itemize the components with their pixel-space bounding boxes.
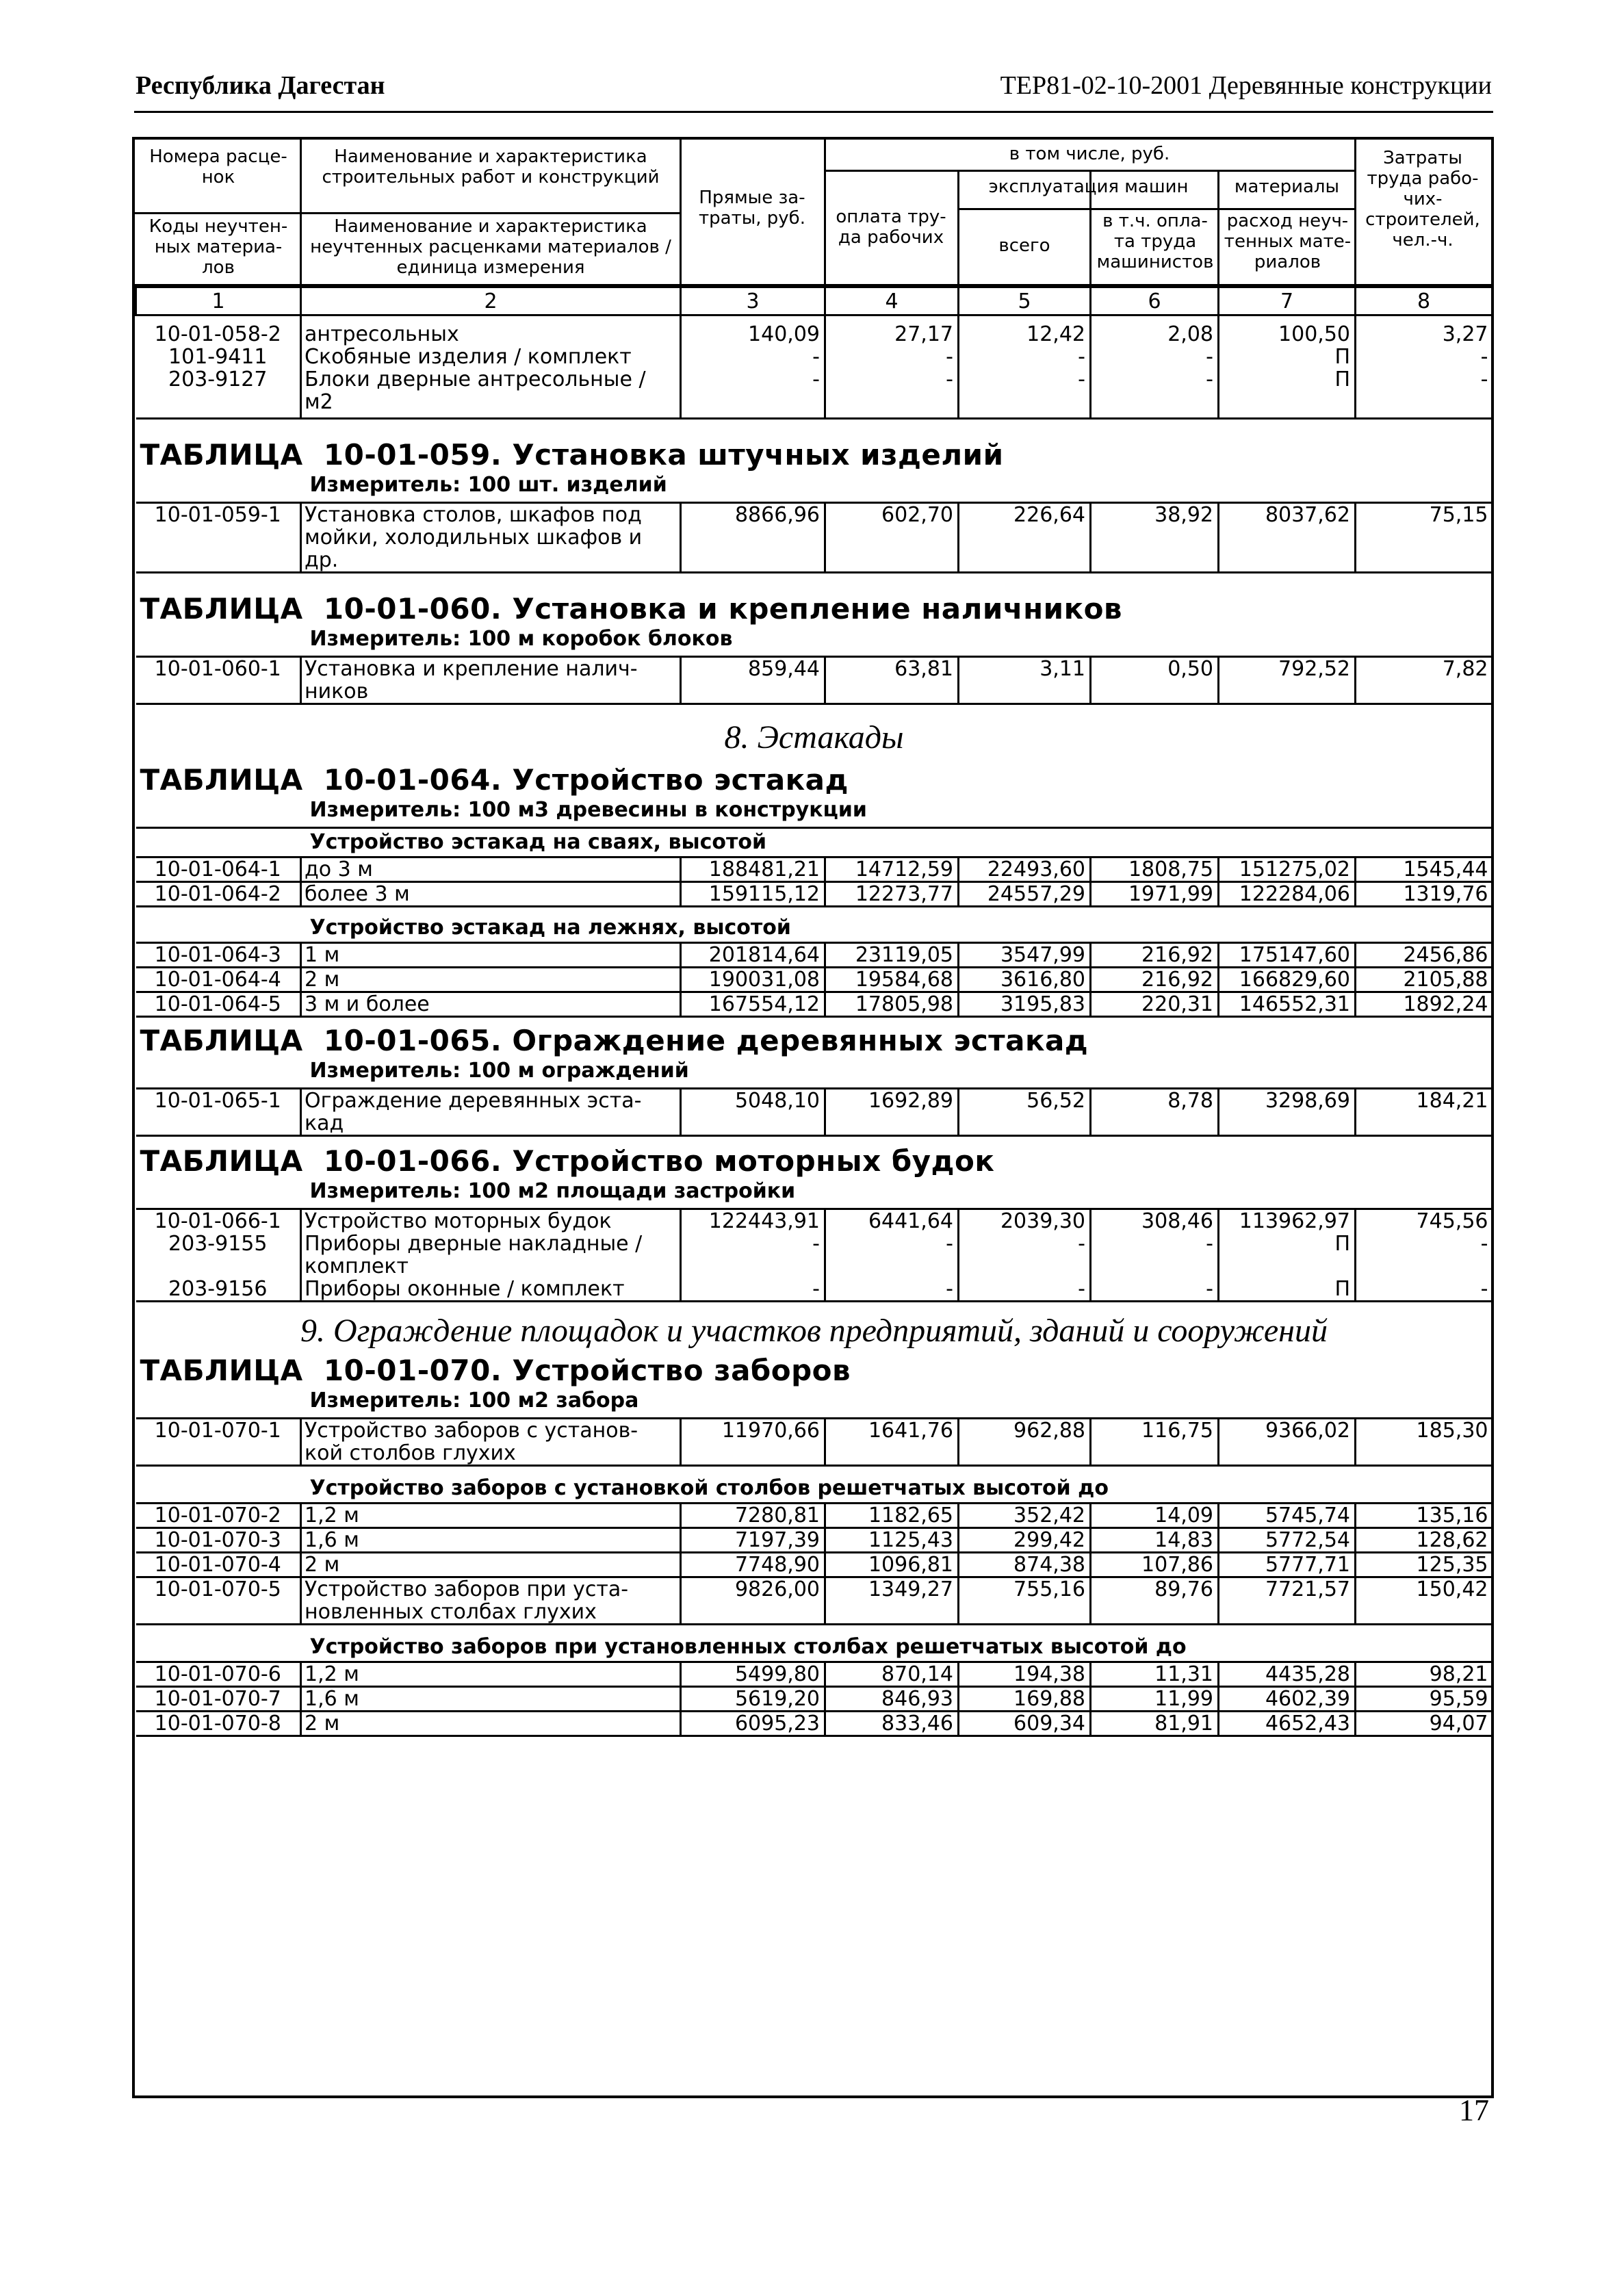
rates-table xyxy=(135,286,1493,1737)
direct-costs: 122443,91 xyxy=(681,1209,825,1233)
work-name: до 3 м xyxy=(301,857,681,882)
materials: 175147,60 xyxy=(1219,943,1356,968)
labor-hours: 2456,86 xyxy=(1356,943,1493,968)
labor-hours: 185,30 xyxy=(1356,1419,1493,1466)
subgroup-title: Устройство заборов при установленных столбах решетчатых высотой до xyxy=(309,1635,1187,1659)
materials: 100,50 xyxy=(1219,315,1356,346)
machinists-pay: 2,08 xyxy=(1091,315,1219,346)
machines-total: 22493,60 xyxy=(959,857,1091,882)
section-title: 10-01-070. Устройство заборов xyxy=(323,1354,851,1387)
machinists-pay: 14,83 xyxy=(1091,1528,1219,1553)
table-row xyxy=(136,1278,1493,1302)
rate-code: 10-01-060-1 xyxy=(136,657,301,704)
direct-costs: 7748,90 xyxy=(681,1553,825,1577)
labor-pay: 23119,05 xyxy=(825,943,959,968)
direct-costs: 167554,12 xyxy=(681,992,825,1017)
labor-pay: 17805,98 xyxy=(825,992,959,1017)
labor-hours: 94,07 xyxy=(1356,1712,1493,1736)
rate-code: 10-01-059-1 xyxy=(136,503,301,573)
materials-header: материалы xyxy=(1234,177,1340,197)
subgroup-title: Устройство эстакад на лежнях, высотой xyxy=(309,916,791,940)
rates-table-frame xyxy=(132,137,1494,2098)
labor-hours: - xyxy=(1356,1278,1493,1302)
chapter-title: 8. Эстакады xyxy=(724,719,904,756)
machinists-pay: 0,50 xyxy=(1091,657,1219,704)
section-label: ТАБЛИЦА xyxy=(140,1024,303,1057)
machines-total: 609,34 xyxy=(959,1712,1091,1736)
material-name: Блоки дверные антресольные / м2 xyxy=(301,368,681,419)
section-unit: Измеритель: 100 м2 забора xyxy=(309,1389,639,1413)
materials: П xyxy=(1219,1233,1356,1278)
col4-header: оплата тру-да рабочих xyxy=(836,207,946,248)
labor-pay: 870,14 xyxy=(825,1662,959,1687)
table-row xyxy=(136,1089,1493,1136)
table-row xyxy=(136,1419,1493,1466)
work-name: Устройство заборов при уста-новленных столбах глухих xyxy=(301,1577,681,1625)
materials: 151275,02 xyxy=(1219,857,1356,882)
rate-code: 10-01-070-3 xyxy=(136,1528,301,1553)
direct-costs: 140,09 xyxy=(681,315,825,346)
labor-pay: - xyxy=(825,346,959,368)
table-section-heading xyxy=(136,1136,1493,1209)
machines-total: - xyxy=(959,346,1091,368)
labor-pay: 19584,68 xyxy=(825,968,959,992)
machinists-pay: 220,31 xyxy=(1091,992,1219,1017)
rate-code: 10-01-064-1 xyxy=(136,857,301,882)
table-row xyxy=(136,943,1493,968)
machinists-pay: - xyxy=(1091,368,1219,419)
rate-code: 10-01-064-5 xyxy=(136,992,301,1017)
table-row xyxy=(136,368,1493,419)
page-number: 17 xyxy=(1459,2093,1489,2127)
rate-code: 10-01-070-4 xyxy=(136,1553,301,1577)
machinists-pay: 1971,99 xyxy=(1091,882,1219,907)
direct-costs: 201814,64 xyxy=(681,943,825,968)
materials: 7721,57 xyxy=(1219,1577,1356,1625)
labor-hours: 1319,76 xyxy=(1356,882,1493,907)
work-name: Ограждение деревянных эста-кад xyxy=(301,1089,681,1136)
labor-hours: 75,15 xyxy=(1356,503,1493,573)
machines-total: 3616,80 xyxy=(959,968,1091,992)
rate-code: 10-01-064-2 xyxy=(136,882,301,907)
material-code: 203-9155 xyxy=(168,1232,268,1256)
material-name: Приборы дверные накладные / комплект xyxy=(301,1233,681,1278)
table-row xyxy=(136,1528,1493,1553)
labor-hours: 7,82 xyxy=(1356,657,1493,704)
labor-hours: 95,59 xyxy=(1356,1687,1493,1712)
direct-costs: 11970,66 xyxy=(681,1419,825,1466)
machinists-pay: 216,92 xyxy=(1091,943,1219,968)
machines-total: 24557,29 xyxy=(959,882,1091,907)
labor-hours: 1892,24 xyxy=(1356,992,1493,1017)
section-title: 10-01-059. Установка штучных изделий xyxy=(323,438,1004,472)
labor-pay: - xyxy=(825,1233,959,1278)
col1-header-bottom: Коды неучтен-ных материа-лов xyxy=(148,216,288,278)
material-code: 203-9156 xyxy=(136,1278,301,1302)
labor-pay: 63,81 xyxy=(825,657,959,704)
machinists-pay: 11,31 xyxy=(1091,1662,1219,1687)
table-header xyxy=(135,140,1491,286)
work-name: Устройство заборов с установ-кой столбов глухих xyxy=(301,1419,681,1466)
materials: 166829,60 xyxy=(1219,968,1356,992)
labor-hours: 3,27 xyxy=(1356,315,1493,346)
col6-header: в т.ч. опла-та труда машинистов xyxy=(1096,211,1214,272)
work-name: 2 м xyxy=(301,1553,681,1577)
subgroup-heading-row xyxy=(136,907,1493,943)
chapter-title: 9. Ограждение площадок и участков предприятий, зданий и сооружений xyxy=(300,1313,1328,1349)
labor-pay: 1349,27 xyxy=(825,1577,959,1625)
work-name: 1,2 м xyxy=(301,1504,681,1528)
machines-total: 962,88 xyxy=(959,1419,1091,1466)
col-number: 2 xyxy=(301,287,681,315)
direct-costs: - xyxy=(681,368,825,419)
labor-hours: - xyxy=(1356,346,1493,368)
materials: 122284,06 xyxy=(1219,882,1356,907)
machinists-pay: 107,86 xyxy=(1091,1553,1219,1577)
section-label: ТАБЛИЦА xyxy=(140,592,303,625)
machinists-pay: 81,91 xyxy=(1091,1712,1219,1736)
labor-pay: 1692,89 xyxy=(825,1089,959,1136)
work-name: 3 м и более xyxy=(301,992,681,1017)
direct-costs: - xyxy=(681,1233,825,1278)
materials: П xyxy=(1219,346,1356,368)
table-section-heading xyxy=(136,573,1493,657)
col-number: 8 xyxy=(1356,287,1493,315)
material-name: Приборы оконные / комплект xyxy=(301,1278,681,1302)
materials: П xyxy=(1219,368,1356,419)
machinists-pay: 116,75 xyxy=(1091,1419,1219,1466)
material-name: Скобяные изделия / комплект xyxy=(301,346,681,368)
page-header-left: Республика Дагестан xyxy=(135,71,385,100)
work-name: Установка столов, шкафов под мойки, холодильных шкафов и др. xyxy=(301,503,681,573)
direct-costs: 7280,81 xyxy=(681,1504,825,1528)
labor-pay: - xyxy=(825,368,959,419)
column-numbers-row xyxy=(136,287,1493,315)
machinists-pay: 216,92 xyxy=(1091,968,1219,992)
materials: 146552,31 xyxy=(1219,992,1356,1017)
materials: 9366,02 xyxy=(1219,1419,1356,1466)
section-title: 10-01-066. Устройство моторных будок xyxy=(323,1144,995,1178)
work-name: 2 м xyxy=(301,1712,681,1736)
col2-header-bottom: Наименование и характеристика неучтенных расценками материалов / единица измерения xyxy=(310,216,671,278)
rate-code: 10-01-066-1 xyxy=(136,1209,301,1233)
materials: 4435,28 xyxy=(1219,1662,1356,1687)
chapter-heading-row xyxy=(136,1302,1493,1352)
machinists-pay: 14,09 xyxy=(1091,1504,1219,1528)
section-unit: Измеритель: 100 м3 древесины в конструкции xyxy=(309,798,867,822)
labor-hours: 128,62 xyxy=(1356,1528,1493,1553)
direct-costs: 190031,08 xyxy=(681,968,825,992)
labor-hours: - xyxy=(1356,1233,1493,1278)
materials: 5777,71 xyxy=(1219,1553,1356,1577)
labor-pay: 1125,43 xyxy=(825,1528,959,1553)
subgroup-title: Устройство эстакад на сваях, высотой xyxy=(309,830,766,854)
table-row xyxy=(136,1504,1493,1528)
machinists-pay: 308,46 xyxy=(1091,1209,1219,1233)
table-row xyxy=(136,1712,1493,1736)
section-unit: Измеритель: 100 шт. изделий xyxy=(309,473,667,497)
rate-code: 10-01-070-8 xyxy=(136,1712,301,1736)
machines-total: 56,52 xyxy=(959,1089,1091,1136)
table-row xyxy=(136,1662,1493,1687)
work-name: 1,6 м xyxy=(301,1687,681,1712)
machines-total: 12,42 xyxy=(959,315,1091,346)
machines-total: 169,88 xyxy=(959,1687,1091,1712)
chapter-heading-row xyxy=(136,704,1493,759)
machines-total: 3,11 xyxy=(959,657,1091,704)
section-title: 10-01-060. Установка и крепление наличников xyxy=(323,592,1123,625)
col5-header: всего xyxy=(998,235,1050,256)
direct-costs: 6095,23 xyxy=(681,1712,825,1736)
table-row xyxy=(136,882,1493,907)
direct-costs: 188481,21 xyxy=(681,857,825,882)
col-number: 7 xyxy=(1219,287,1356,315)
machines-header: эксплуатация машин xyxy=(988,177,1189,197)
material-code: 101-9411 xyxy=(168,345,268,369)
machines-total: - xyxy=(959,1278,1091,1302)
direct-costs: 5499,80 xyxy=(681,1662,825,1687)
material-code: 203-9127 xyxy=(136,368,301,419)
section-label: ТАБЛИЦА xyxy=(140,438,303,472)
materials: 4652,43 xyxy=(1219,1712,1356,1736)
labor-pay: 1096,81 xyxy=(825,1553,959,1577)
labor-pay: 1641,76 xyxy=(825,1419,959,1466)
table-row xyxy=(136,503,1493,573)
subgroup-heading-row xyxy=(136,1625,1493,1662)
machines-total: - xyxy=(959,368,1091,419)
col7-header: расход неуч-тенных мате-риалов xyxy=(1224,211,1352,272)
labor-hours: 98,21 xyxy=(1356,1662,1493,1687)
labor-pay: 14712,59 xyxy=(825,857,959,882)
machinists-pay: 89,76 xyxy=(1091,1577,1219,1625)
labor-pay: 12273,77 xyxy=(825,882,959,907)
table-row xyxy=(136,992,1493,1017)
rate-code: 10-01-070-5 xyxy=(136,1577,301,1625)
machines-total: - xyxy=(959,1233,1091,1278)
table-row xyxy=(136,1553,1493,1577)
header-rule xyxy=(134,111,1493,113)
rate-code: 10-01-070-1 xyxy=(136,1419,301,1466)
machinists-pay: 38,92 xyxy=(1091,503,1219,573)
section-unit: Измеритель: 100 м ограждений xyxy=(309,1059,689,1083)
materials: 4602,39 xyxy=(1219,1687,1356,1712)
machinists-pay: - xyxy=(1091,1233,1219,1278)
labor-hours: 2105,88 xyxy=(1356,968,1493,992)
machines-total: 226,64 xyxy=(959,503,1091,573)
table-row xyxy=(136,1687,1493,1712)
work-name: 2 м xyxy=(301,968,681,992)
subgroup-heading-row xyxy=(136,1466,1493,1504)
page-header-right: ТЕР81-02-10-2001 Деревянные конструкции xyxy=(1000,71,1492,100)
col-number: 6 xyxy=(1091,287,1219,315)
machines-total: 874,38 xyxy=(959,1553,1091,1577)
labor-hours: 184,21 xyxy=(1356,1089,1493,1136)
section-title: 10-01-064. Устройство эстакад xyxy=(323,763,849,797)
labor-pay: 27,17 xyxy=(825,315,959,346)
section-label: ТАБЛИЦА xyxy=(140,1354,303,1387)
machines-total: 3547,99 xyxy=(959,943,1091,968)
materials: 5772,54 xyxy=(1219,1528,1356,1553)
col-number: 1 xyxy=(136,287,301,315)
direct-costs: - xyxy=(681,1278,825,1302)
table-row xyxy=(136,1209,1493,1233)
work-name: Устройство моторных будок xyxy=(301,1209,681,1233)
including-header: в том числе, руб. xyxy=(1009,144,1170,164)
table-row xyxy=(136,315,1493,346)
rate-code: 10-01-070-2 xyxy=(136,1504,301,1528)
col8-header: Затраты труда рабо-чих-строителей, чел.-ч. xyxy=(1365,148,1480,250)
section-unit: Измеритель: 100 м2 площади застройки xyxy=(309,1179,796,1203)
col-number: 5 xyxy=(959,287,1091,315)
materials: П xyxy=(1219,1278,1356,1302)
direct-costs: - xyxy=(681,346,825,368)
materials: 5745,74 xyxy=(1219,1504,1356,1528)
rate-code: 10-01-064-4 xyxy=(136,968,301,992)
work-name: 1 м xyxy=(301,943,681,968)
direct-costs: 8866,96 xyxy=(681,503,825,573)
machines-total: 352,42 xyxy=(959,1504,1091,1528)
labor-hours: - xyxy=(1356,368,1493,419)
rate-code: 10-01-070-6 xyxy=(136,1662,301,1687)
labor-hours: 150,42 xyxy=(1356,1577,1493,1625)
table-section-heading xyxy=(136,419,1493,503)
table-row xyxy=(136,657,1493,704)
col1-header-top: Номера расце-нок xyxy=(149,146,287,188)
machines-total: 194,38 xyxy=(959,1662,1091,1687)
col-number: 3 xyxy=(681,287,825,315)
section-label: ТАБЛИЦА xyxy=(140,1144,303,1178)
labor-pay: 6441,64 xyxy=(825,1209,959,1233)
work-name: Установка и крепление налич-ников xyxy=(301,657,681,704)
labor-pay: 1182,65 xyxy=(825,1504,959,1528)
section-title: 10-01-065. Ограждение деревянных эстакад xyxy=(323,1024,1089,1057)
machinists-pay: 1808,75 xyxy=(1091,857,1219,882)
machines-total: 2039,30 xyxy=(959,1209,1091,1233)
table-section-heading xyxy=(136,1352,1493,1419)
materials: 8037,62 xyxy=(1219,503,1356,573)
col-number: 4 xyxy=(825,287,959,315)
table-section-heading xyxy=(136,758,1493,828)
direct-costs: 159115,12 xyxy=(681,882,825,907)
labor-hours: 745,56 xyxy=(1356,1209,1493,1233)
rate-code: 10-01-070-7 xyxy=(136,1687,301,1712)
table-row xyxy=(136,968,1493,992)
labor-hours: 125,35 xyxy=(1356,1553,1493,1577)
materials: 113962,97 xyxy=(1219,1209,1356,1233)
materials: 3298,69 xyxy=(1219,1089,1356,1136)
machinists-pay: - xyxy=(1091,1278,1219,1302)
rate-code: 10-01-058-2 xyxy=(154,322,281,346)
table-row xyxy=(136,1577,1493,1625)
labor-pay: - xyxy=(825,1278,959,1302)
machinists-pay: - xyxy=(1091,346,1219,368)
machines-total: 299,42 xyxy=(959,1528,1091,1553)
work-name: 1,6 м xyxy=(301,1528,681,1553)
subgroup-heading-row xyxy=(136,828,1493,857)
machinists-pay: 8,78 xyxy=(1091,1089,1219,1136)
labor-hours: 1545,44 xyxy=(1356,857,1493,882)
direct-costs: 859,44 xyxy=(681,657,825,704)
work-name: антресольных xyxy=(301,315,681,346)
work-name: более 3 м xyxy=(301,882,681,907)
machines-total: 3195,83 xyxy=(959,992,1091,1017)
labor-pay: 602,70 xyxy=(825,503,959,573)
labor-pay: 833,46 xyxy=(825,1712,959,1736)
rate-code: 10-01-064-3 xyxy=(136,943,301,968)
direct-costs: 9826,00 xyxy=(681,1577,825,1625)
work-name: 1,2 м xyxy=(301,1662,681,1687)
table-row xyxy=(136,857,1493,882)
subgroup-title: Устройство заборов с установкой столбов решетчатых высотой до xyxy=(309,1476,1109,1500)
direct-costs: 7197,39 xyxy=(681,1528,825,1553)
col2-header-top: Наименование и характеристика строительных работ и конструкций xyxy=(322,146,660,188)
direct-costs: 5048,10 xyxy=(681,1089,825,1136)
machines-total: 755,16 xyxy=(959,1577,1091,1625)
table-section-heading xyxy=(136,1017,1493,1089)
materials: 792,52 xyxy=(1219,657,1356,704)
table-row xyxy=(136,346,1493,368)
rate-code: 10-01-065-1 xyxy=(136,1089,301,1136)
section-label: ТАБЛИЦА xyxy=(140,763,303,797)
labor-pay: 846,93 xyxy=(825,1687,959,1712)
table-row xyxy=(136,1233,1493,1278)
section-unit: Измеритель: 100 м коробок блоков xyxy=(309,627,733,651)
labor-hours: 135,16 xyxy=(1356,1504,1493,1528)
col3-header: Прямые за-траты, руб. xyxy=(699,188,805,229)
machinists-pay: 11,99 xyxy=(1091,1687,1219,1712)
direct-costs: 5619,20 xyxy=(681,1687,825,1712)
